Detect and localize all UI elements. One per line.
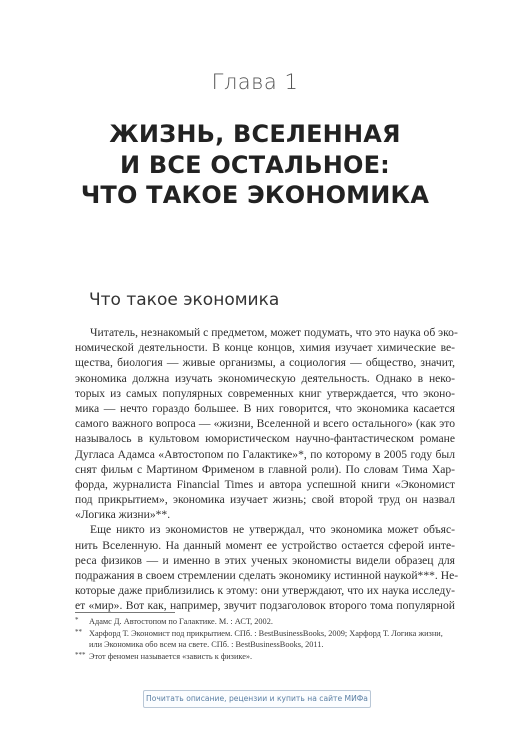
footnote-2-continued (75, 639, 460, 651)
footnote-1 (75, 616, 460, 628)
body-line: номической деятельности. В конце концов, химия изучает химические ве- (75, 341, 455, 355)
chapter-title-line: ЧТО ТАКОЕ ЭКОНОМИКА (80, 181, 430, 209)
footnote-3 (75, 651, 460, 663)
body-line: форда, журналиста Financial Times и автора успешной книги «Экономист (75, 477, 455, 491)
section-heading: Что такое экономика (89, 290, 280, 310)
body-line: под прикрытием», экономика изучает жизнь; свой второй труд он назвал (75, 493, 455, 507)
footnote-text: Харфорд Т. Экономист под прикрытием. СПб. : BestBusinessBooks, 2009; Харфорд Т. Логика жизни, (89, 628, 443, 638)
buy-book-link[interactable]: Почитать описание, рецензии и купить на сайте МИФа (143, 690, 371, 708)
footnote-marker: ** (75, 627, 82, 636)
body-line: подражания в своем стремлении сделать экономику истинной наукой***. Не- (75, 569, 459, 582)
footnote-text: Адамс Д. Автостопом по Галактике. М. : АСТ, 2002. (89, 617, 273, 626)
footnote-2 (75, 628, 460, 640)
footnote-marker: * (75, 616, 79, 624)
body-line: нить Вселенную. На данный момент ее устройство остается сферой инте- (75, 538, 455, 552)
chapter-title-line: ЖИЗНЬ, ВСЕЛЕННАЯ (109, 120, 401, 148)
chapter-label: Глава 1 (211, 70, 299, 94)
footnote-marker: *** (75, 650, 86, 659)
footnotes (75, 616, 460, 662)
body-line: Еще никто из экономистов не утверждал, что экономика может объяс- (90, 523, 455, 537)
footnote-text: Этот феномен называется «зависть к физике». (89, 651, 253, 661)
footnote-divider (75, 612, 175, 613)
body-text (75, 325, 459, 614)
footnote-text: или Экономика обо всем на свете. СПб. : BestBusinessBooks, 2011. (89, 640, 324, 649)
body-line: называлось в культовом юмористическом научно-фантастическом романе (75, 432, 455, 446)
body-line: снят фильм с Мартином Фрименом в главной роли). По словам Тима Хар- (75, 462, 455, 476)
body-line: мика — нечто гораздо большее. В них говорится, что экономика касается (75, 401, 455, 415)
body-line: Дугласа Адамса «Автостопом по Галактике»*, по которому в 2005 году был (75, 447, 455, 461)
body-line: Читатель, незнакомый с предметом, может подумать, что это наука об эко- (90, 326, 458, 339)
body-line: ет «мир». Вот как, например, звучит подзаголовок второго тома популярной (75, 599, 455, 613)
body-line: «Логика жизни»**. (75, 508, 171, 522)
body-line: экономика должна изучать экономическую деятельность. Однако в неко- (75, 371, 455, 385)
body-line: самого важного вопроса — «жизни, Вселенной и всего остального» (как это (75, 417, 455, 431)
chapter-title-line: И ВСЕ ОСТАЛЬНОЕ: (120, 150, 390, 179)
body-line: которые даже приблизились к этому: они утверждают, что их наука исследу- (75, 584, 455, 598)
chapter-title (0, 119, 510, 211)
body-line: щества, биология — живые организмы, а социология — общество, значит, (75, 356, 455, 370)
body-line: торых из самых популярных современных книг утверждается, что эконо- (75, 386, 455, 400)
body-line: реса физиков — и именно в этих ученых экономисты видели образец для (75, 553, 455, 567)
